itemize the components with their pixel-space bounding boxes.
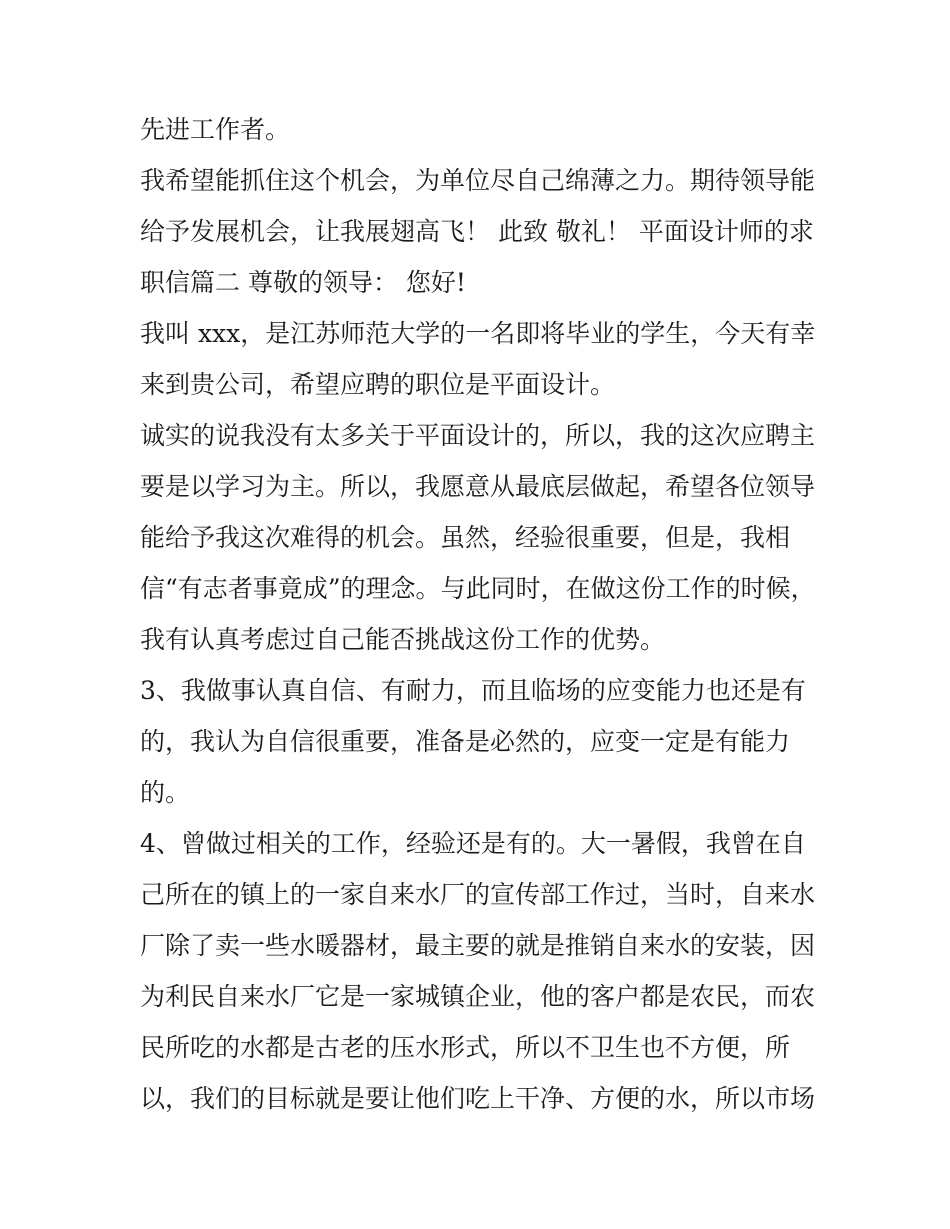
text-line: 3、我做事认真自信、有耐力，而且临场的应变能力也还是有 — [140, 676, 806, 705]
text-line: 诚实的说我没有太多关于平面设计的，所以，我的这次应聘主 — [140, 421, 816, 450]
text-line: 职信篇二 尊敬的领导： 您好! — [140, 268, 466, 297]
text-line: 能给予我这次难得的机会。虽然，经验很重要，但是，我相 — [140, 523, 791, 552]
text-line: 我希望能抓住这个机会，为单位尽自己绵薄之力。期待领导能 — [140, 166, 816, 195]
text-line: 要是以学习为主。所以，我愿意从最底层做起，希望各位领导 — [140, 472, 816, 501]
text-line: 先进工作者。 — [140, 115, 291, 144]
text-line: 我有认真考虑过自己能否挑战这份工作的优势。 — [140, 625, 666, 654]
document-body — [140, 104, 830, 1124]
text-line: 厂除了卖一些水暖器材，最主要的就是推销自来水的安装，因 — [140, 931, 816, 960]
text-line: 4、曾做过相关的工作，经验还是有的。大一暑假，我曾在自 — [140, 829, 806, 858]
text-line: 给予发展机会，让我展翅高飞！ 此致 敬礼！ 平面设计师的求 — [140, 217, 814, 246]
text-line: 信“有志者事竟成”的理念。与此同时，在做这份工作的时候， — [140, 574, 816, 603]
text-line: 为利民自来水厂它是一家城镇企业，他的客户都是农民，而农 — [140, 982, 816, 1011]
text-line: 己所在的镇上的一家自来水厂的宣传部工作过，当时，自来水 — [140, 880, 816, 909]
text-line: 的。 — [140, 778, 191, 807]
text-line: 的，我认为自信很重要，准备是必然的，应变一定是有能力 — [140, 727, 791, 756]
text-line: 民所吃的水都是古老的压水形式，所以不卫生也不方便，所 — [140, 1033, 791, 1062]
text-line: 来到贵公司，希望应聘的职位是平面设计。 — [140, 370, 616, 399]
text-line: 以，我们的目标就是要让他们吃上干净、方便的水，所以市场 — [140, 1084, 816, 1113]
text-line: 我叫 xxx，是江苏师范大学的一名即将毕业的学生，今天有幸 — [140, 319, 816, 348]
